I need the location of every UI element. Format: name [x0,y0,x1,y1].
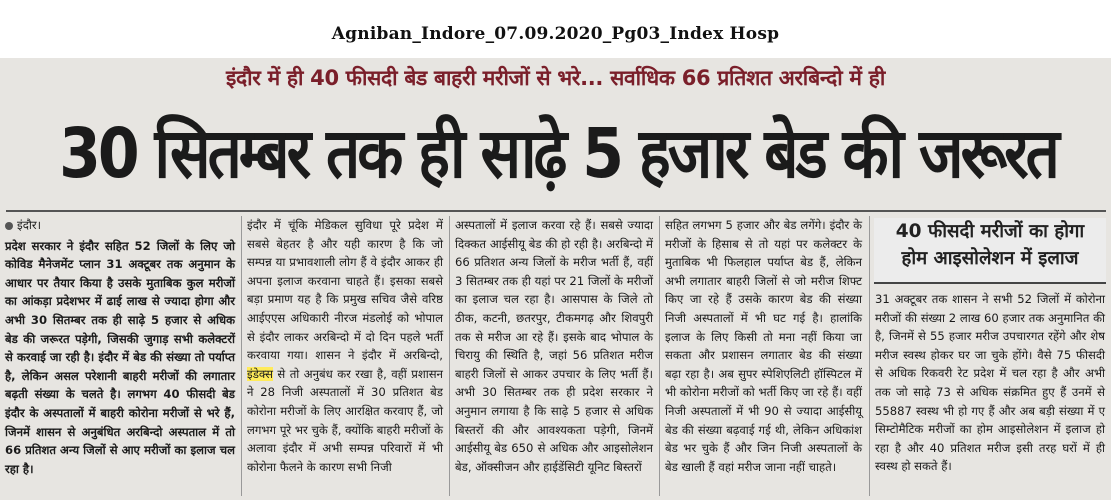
column-4-text: सहित लगभग 5 हजार और बेड लगेंगे। इंदौर के मरीजों के हिसाब से तो यहां पर कलेक्टर के मुताबिक भी फिलहाल पर्याप्त बेड हैं, लेकिन अभी लगातार बाहरी जिलों से जो मरीज शिफ्ट किए जा रहे हैं उसके कारण बेड की संख्या निजी अस्पतालों में भी घट गई है। हालांकि इलाज के लिए किसी तो मना नहीं किया जा सकता और प्रशासन लगातार बेड की संख्या बढ़ा रहा है। अब सुपर स्पेशिएलिटी हॉस्पिटल में भी कोरोना मरीजों को भर्ती किए जा रहे हैं। वहीं निजी अस्पतालों में भी 90 से ज्यादा आईसीयू बेड की संख्या बढ़वाई गई थी, लेकिन अधिकांश बेड भर चुके हैं और जिन निजी अस्पतालों के बेड खाली हैं वहां मरीज जाना नहीं चाहते। [665,218,862,474]
article-column-2 [247,216,443,476]
kicker-headline: इंदौर में ही 40 फीसदी बेड बाहरी मरीजों से भरे... सर्वाधिक 66 प्रतिशत अरबिन्दो में ही [226,66,885,90]
column-2-text [247,216,443,476]
highlighted-word: इंडेक्स [247,366,273,381]
dateline-text: इंदौर। [17,218,41,232]
main-headline: 30 सितम्बर तक ही साढ़े 5 हजार बेड की जरूरत [59,113,1057,195]
column-divider [449,216,450,496]
caption-text: Agniban_Indore_07.09.2020_Pg03_Index Hosp [331,24,780,44]
column-divider [241,216,242,496]
bullet-icon [5,222,13,230]
article-column-4 [665,216,862,476]
sidebar-heading-line-1: 40 फीसदी मरीजों का होगा [895,221,1085,242]
article-column-3 [455,216,653,476]
column-divider [659,216,660,496]
article-column-5 [875,290,1105,476]
column-2-text-b: से तो अनुबंध कर रखा है, वहीं प्रशासन ने 28 निजी अस्पतालों में 30 प्रतिशत बेड कोरोना मरीजों के लिए आरक्षित करवाए हैं, जो लगभग पूरे भर चुके हैं, क्योंकि बाहरी मरीजों के अलावा इंदौर में अभी सम्पन्न परिवारों में भी कोरोना फैलने के कारण सभी निजी [247,366,443,474]
column-3-text: अस्पतालों में इलाज करवा रहे हैं। सबसे ज्यादा दिक्कत आईसीयू बेड की हो रही है। अरबिन्दो में 66 प्रतिशत अन्य जिलों के मरीज भर्ती हैं, वहीं 3 सितम्बर तक ही यहां पर 21 जिलों के मरीजों का इलाज चल रहा है। आसपास के जिले तो ठीक, कटनी, छतरपुर, टीकमगढ़ और शिवपुरी तक से मरीज आ रहे हैं। इसके बाद भोपाल के चिरायु की स्थिति है, जहां 56 प्रतिशत मरीज बाहरी जिलों से आकर उपचार के लिए भर्ती हैं। अभी 30 सितम्बर तक ही प्रदेश सरकार ने अनुमान लगाया है कि साढ़े 5 हजार से अधिक बिस्तरों की और आवश्यकता पड़ेगी, जिनमें आईसीयू बेड 650 से अधिक और आइसोलेशन बेड, ऑक्सीजन और हाईडेंसिटी यूनिट बिस्तरों [455,218,653,474]
column-2-text-a: इंदौर में चूंकि मेडिकल सुविधा पूरे प्रदेश में सबसे बेहतर है और यही कारण है कि जो सम्पन्न या प्रभावशाली लोग हैं वे इंदौर आकर ही अपना इलाज करवाना चाहते हैं। इसका सबसे बड़ा प्रमाण यह है कि प्रमुख सचिव जैसे वरिष्ठ आईएएस अधिकारी नीरज मंडलोई को भोपाल से इंदौर लाकर अरबिन्दो में दो दिन पहले भर्ती करवाया गया। शासन ने इंदौर में अरबिन्दो, [247,218,443,363]
headline-divider [6,210,1106,212]
column-divider [869,216,870,496]
image-caption [0,0,1111,62]
newspaper-clipping [0,58,1111,500]
sidebar-heading-line-2: होम आइसोलेशन में इलाज [901,248,1079,269]
dateline [5,216,235,235]
article-column-1 [5,216,235,478]
sidebar-box-heading [874,218,1106,284]
column-5-text: 31 अक्टूबर तक शासन ने सभी 52 जिलों में कोरोना मरीजों की संख्या 2 लाख 60 हजार तक अनुमानित की है, जिनमें से 55 हजार मरीज उपचारगत रहेंगे और शेष मरीज स्वस्थ होकर घर जा चुके होंगे। वैसे 75 फीसदी से अधिक रिकवरी रेट प्रदेश में चल रहा है और अभी तक जो साढ़े 73 से अधिक संक्रमित हुए हैं उनमें से 55887 स्वस्थ भी हो गए हैं और अब बड़ी संख्या में ए सिम्टोमैटिक मरीजों का होम आइसोलेशन में इलाज हो रहा है और 40 प्रतिशत मरीज इसी तरह घरों में ही स्वस्थ हो सकते हैं। [875,292,1105,474]
column-1-text: प्रदेश सरकार ने इंदौर सहित 52 जिलों के लिए जो कोविड मैनेजमेंट प्लान 31 अक्टूबर तक अनुमान के आधार पर तैयार किया है उसके मुताबिक कुल मरीजों का आंकड़ा प्रदेशभर में ढाई लाख से ज्यादा होगा और अभी 30 सितम्बर तक ही साढ़े 5 हजार से अधिक बेड की जरूरत पड़ेगी, जिसकी जुगाड़ सभी कलेक्टरों से करवाई जा रही है। इंदौर में बेड की संख्या तो पर्याप्त है, लेकिन असल परेशानी बाहरी मरीजों की लगातार बढ़ती संख्या के चलते है। लगभग 40 फीसदी बेड इंदौर के अस्पतालों में बाहरी कोरोना मरीजों से भरे हैं, जिनमें शासन से अनुबंधित अरबिन्दो अस्पताल में तो 66 प्रतिशत अन्य जिलों से आए मरीजों का इलाज चल रहा है। [5,238,235,476]
